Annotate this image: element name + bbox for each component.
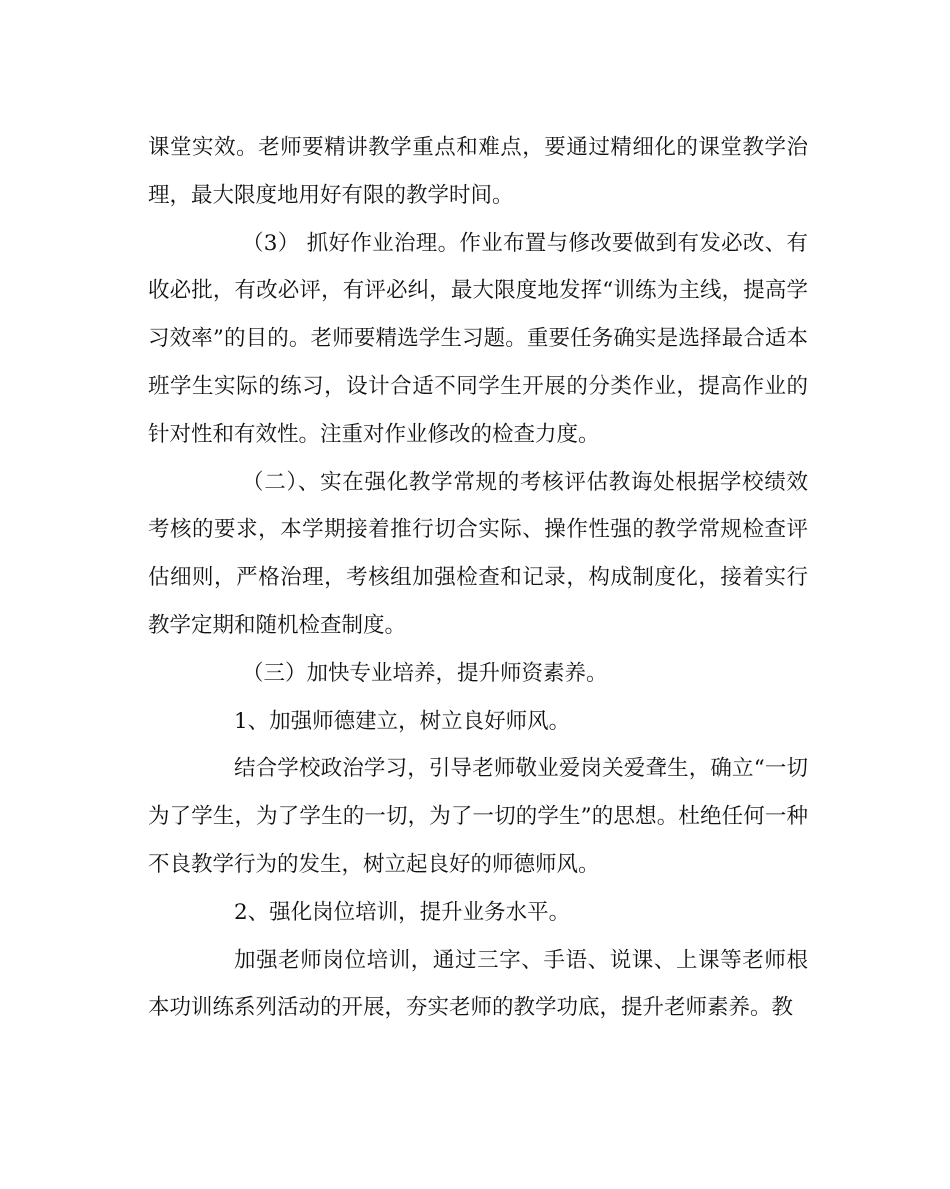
- paragraph-continuation: 课堂实效。老师要精讲教学重点和难点，要通过精细化的课堂教学治理，最大限度地用好有限的教学时间。: [148, 135, 808, 208]
- paragraph-homework-management: （3） 抓好作业治理。作业布置与修改要做到有发必改、有收必批，有改必评，有评必纠，最大限度地发挥“训练为主线，提高学习效率”的目的。老师要精选学生习题。重要任务确实是选择最合适本班学生实际的练习，设计合适不同学生开展的分类作业，提高作业的针对性和有效性。注重对作业修改的检查力度。: [148, 230, 808, 447]
- subheading-teacher-ethics: 1、加强师德建立，树立良好师风。: [234, 708, 571, 734]
- section-heading-professional-training: （三）加快专业培养，提升师资素养。: [242, 660, 608, 686]
- subheading-job-training: 2、强化岗位培训，提升业务水平。: [234, 899, 571, 925]
- paragraph-job-training: 加强老师岗位培训，通过三字、手语、说课、上课等老师根本功训练系列活动的开展，夯实老师的教学功底，提升老师素养。教: [148, 947, 808, 1021]
- paragraph-routine-assessment: （二）、实在强化教学常规的考核评估教诲处根据学校绩效考核的要求，本学期接着推行切合实际、操作性强的教学常规检查评估细则，严格治理，考核组加强检查和记录，构成制度化，接着实行教学定期和随机检查制度。: [148, 469, 808, 638]
- paragraph-teacher-ethics: 结合学校政治学习，引导老师敬业爱岗关爱聋生，确立“一切为了学生，为了学生的一切，为了一切的学生”的思想。杜绝任何一种不良教学行为的发生，树立起良好的师德师风。: [148, 756, 808, 877]
- document-body: [148, 124, 808, 1032]
